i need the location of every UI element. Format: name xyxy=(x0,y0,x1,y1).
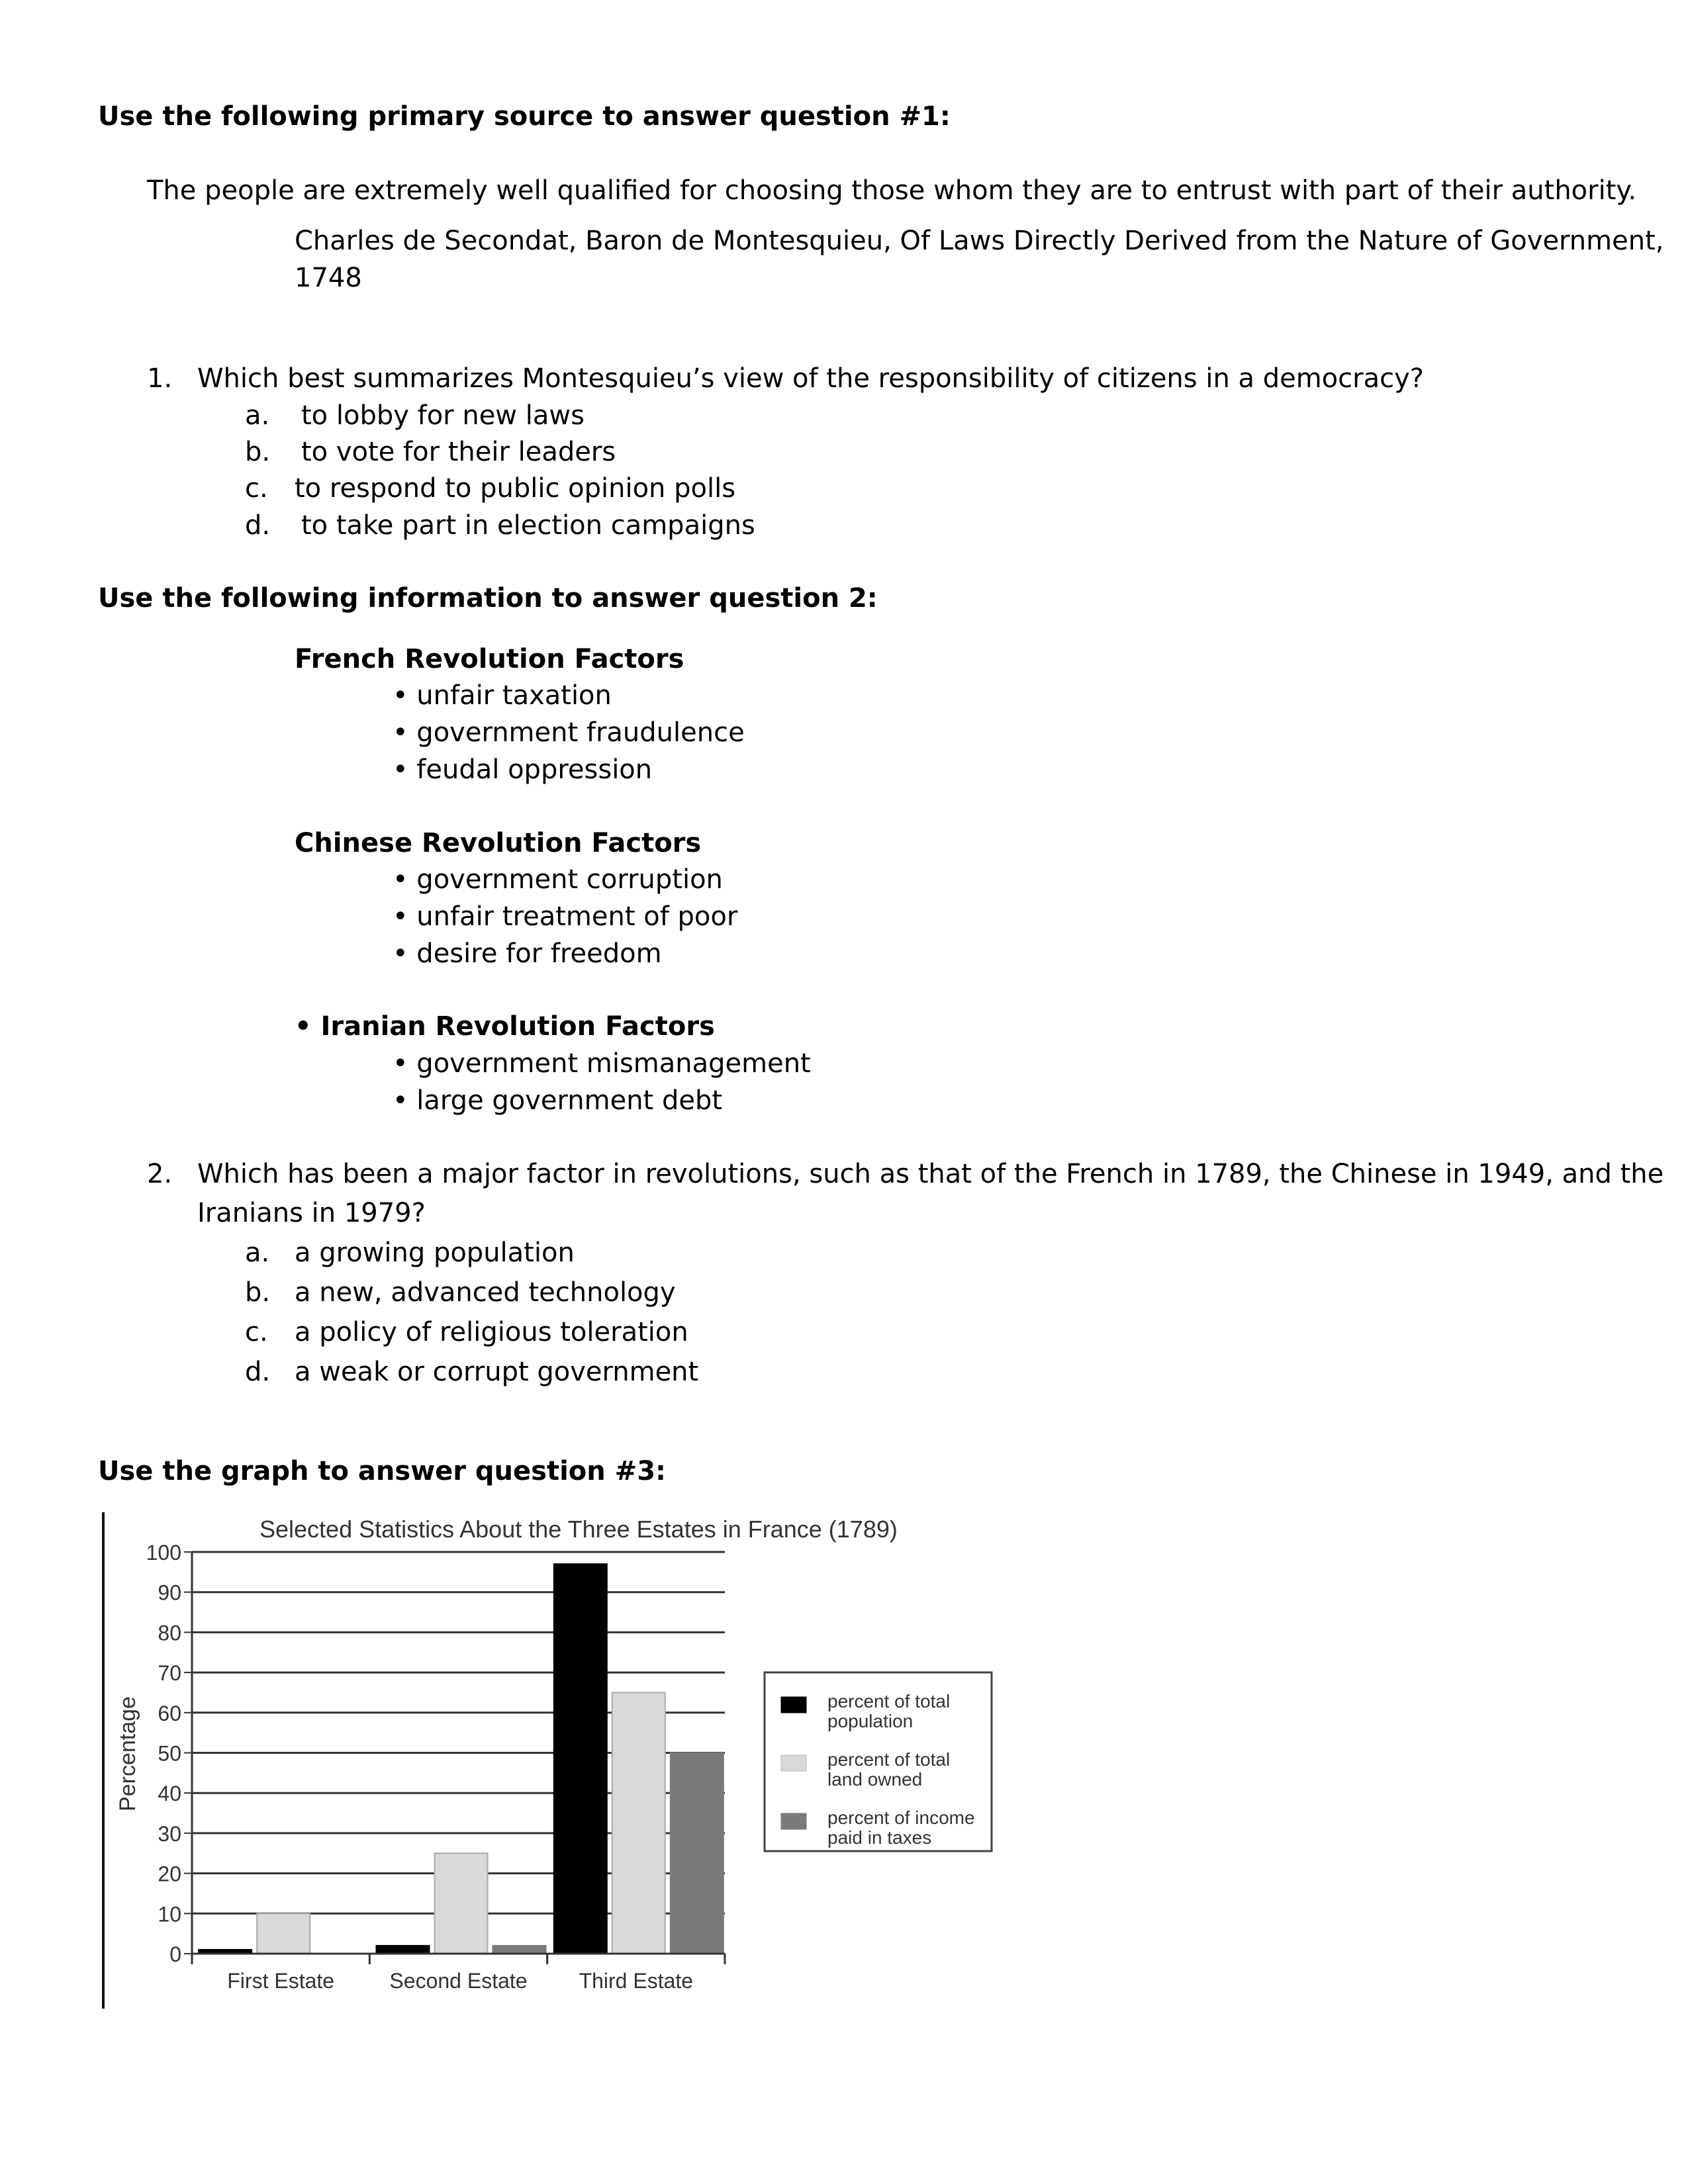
question2-option-c-letter: c. xyxy=(245,1317,268,1347)
y-tick-label: 50 xyxy=(158,1741,181,1766)
y-tick-label: 90 xyxy=(158,1580,181,1605)
y-tick-label: 60 xyxy=(158,1701,181,1725)
question1-number: 1. xyxy=(147,363,173,394)
question1-option-b-letter: b. xyxy=(245,437,271,467)
chinese-factor-item: • government corruption xyxy=(393,864,723,895)
chart-title: Selected Statistics About the Three Estates in France (1789) xyxy=(259,1516,898,1543)
bars xyxy=(199,1564,724,1954)
legend-swatch xyxy=(781,1813,806,1829)
french-factor-item: • unfair taxation xyxy=(393,680,612,711)
y-tick-label: 100 xyxy=(146,1541,181,1565)
y-tick-label: 70 xyxy=(158,1661,181,1686)
x-axis-labels xyxy=(227,1969,693,1993)
x-tick-label: First Estate xyxy=(227,1969,335,1993)
question1-option-d-letter: d. xyxy=(245,510,271,541)
iranian-factors-title: • Iranian Revolution Factors xyxy=(295,1011,715,1042)
legend-swatch xyxy=(781,1697,806,1713)
question2-option-b-letter: b. xyxy=(245,1277,271,1308)
legend xyxy=(765,1672,992,1851)
y-tick-label: 30 xyxy=(158,1821,181,1846)
question1-option-c[interactable]: to respond to public opinion polls xyxy=(295,473,736,504)
french-factor-item: • government fraudulence xyxy=(393,717,745,748)
question2-text-line1: Which has been a major factor in revolutions, such as that of the French in 1789, the Chinese in 1949, and the xyxy=(197,1159,1664,1189)
bar xyxy=(435,1853,488,1954)
y-tick-label: 0 xyxy=(169,1942,181,1966)
x-tick-label: Third Estate xyxy=(579,1969,694,1993)
legend-swatch xyxy=(781,1755,806,1771)
y-tick-label: 80 xyxy=(158,1621,181,1645)
french-factor-item: • feudal oppression xyxy=(393,754,653,785)
question1-option-a-letter: a. xyxy=(245,400,270,431)
y-tick-label: 20 xyxy=(158,1862,181,1886)
question2-option-a[interactable]: a growing population xyxy=(295,1238,575,1268)
iranian-factor-item: • large government debt xyxy=(393,1085,723,1116)
quote-citation-line1: Charles de Secondat, Baron de Montesquieu, Of Laws Directly Derived from the Nature of Government, xyxy=(295,226,1664,256)
legend-label: paid in taxes xyxy=(827,1827,932,1848)
y-tick-label: 10 xyxy=(158,1902,181,1927)
bar xyxy=(493,1946,546,1954)
question2-option-b[interactable]: a new, advanced technology xyxy=(295,1277,676,1308)
chinese-factors-title: Chinese Revolution Factors xyxy=(295,828,702,858)
legend-label: population xyxy=(827,1711,914,1731)
primary-source-quote: The people are extremely well qualified for choosing those whom they are to entrust with part of their authority. xyxy=(147,175,1637,206)
quote-citation-line2: 1748 xyxy=(295,263,362,293)
y-tick-label: 40 xyxy=(158,1782,181,1806)
question1-option-d[interactable]: to take part in election campaigns xyxy=(301,510,755,541)
question2-number: 2. xyxy=(147,1159,173,1189)
question1-option-a[interactable]: to lobby for new laws xyxy=(301,400,585,431)
french-factors-title: French Revolution Factors xyxy=(295,644,684,674)
question1-option-c-letter: c. xyxy=(245,473,268,504)
section2-heading: Use the following information to answer question 2: xyxy=(98,583,878,614)
x-tick-label: Second Estate xyxy=(389,1969,528,1993)
bar xyxy=(257,1913,310,1954)
y-axis-label: Percentage xyxy=(115,1696,140,1811)
bar xyxy=(377,1946,430,1954)
question1-option-b[interactable]: to vote for their leaders xyxy=(301,437,616,467)
question2-option-d-letter: d. xyxy=(245,1357,271,1387)
question2-option-d[interactable]: a weak or corrupt government xyxy=(295,1357,699,1387)
legend-label: percent of income xyxy=(827,1807,975,1828)
section3-heading: Use the graph to answer question #3: xyxy=(98,1456,667,1486)
chinese-factor-item: • unfair treatment of poor xyxy=(393,901,738,932)
bar xyxy=(612,1692,665,1954)
question1-text: Which best summarizes Montesquieu’s view of the responsibility of citizens in a democracy? xyxy=(197,363,1425,394)
bar xyxy=(554,1564,607,1954)
bar xyxy=(671,1753,724,1954)
chinese-factor-item: • desire for freedom xyxy=(393,938,662,969)
legend-label: land owned xyxy=(827,1769,923,1790)
question2-option-a-letter: a. xyxy=(245,1238,270,1268)
y-axis-ticks xyxy=(146,1541,192,1966)
iranian-factor-item: • government mismanagement xyxy=(393,1048,811,1079)
legend-label: percent of total xyxy=(827,1691,951,1711)
section1-heading: Use the following primary source to answer question #1: xyxy=(98,101,951,132)
question2-option-c[interactable]: a policy of religious toleration xyxy=(295,1317,688,1347)
question2-text-line2: Iranians in 1979? xyxy=(197,1198,426,1228)
legend-label: percent of total xyxy=(827,1749,951,1770)
